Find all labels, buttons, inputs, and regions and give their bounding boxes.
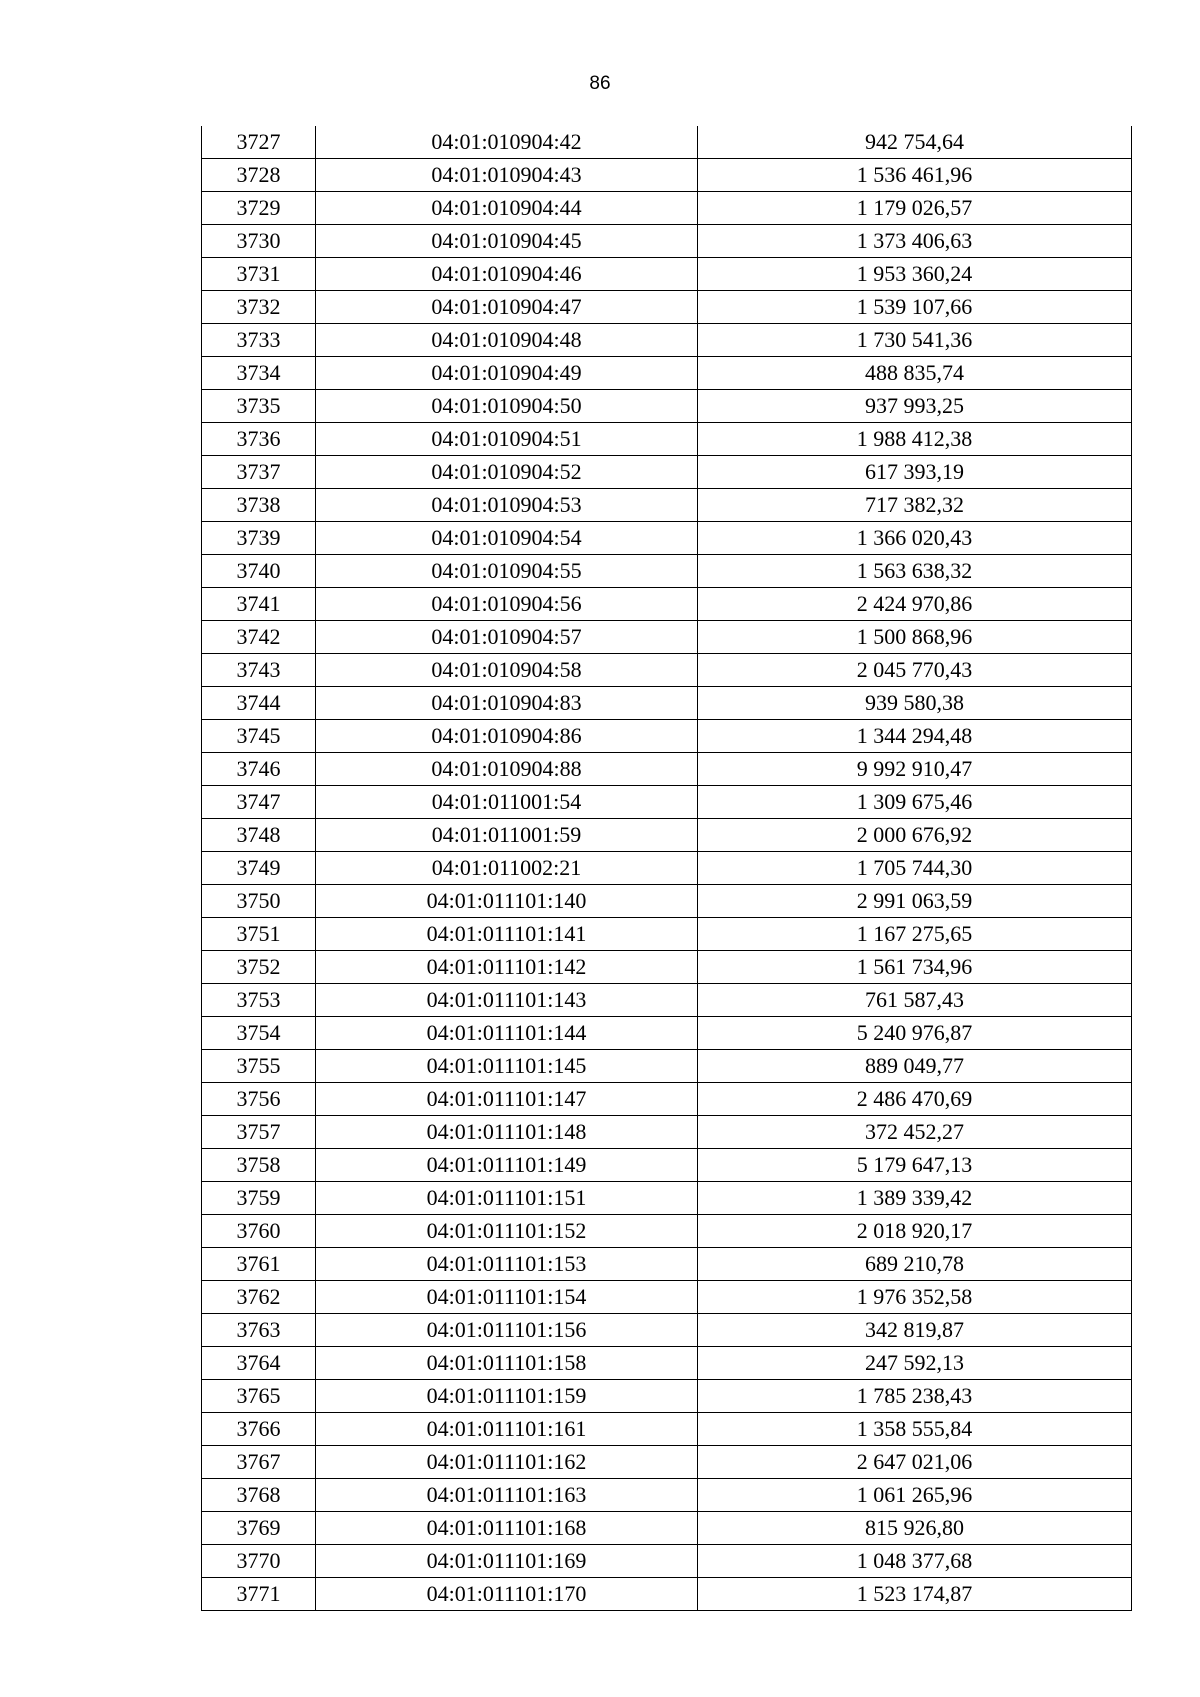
row-number-cell: 3743 xyxy=(202,654,316,687)
row-number-cell: 3734 xyxy=(202,357,316,390)
cadastral-number-cell: 04:01:011002:21 xyxy=(316,852,698,885)
cadastral-value-cell: 2 018 920,17 xyxy=(698,1215,1132,1248)
table-row xyxy=(202,852,1132,885)
cadastral-value-cell: 1 953 360,24 xyxy=(698,258,1132,291)
cadastral-value-cell: 1 389 339,42 xyxy=(698,1182,1132,1215)
cadastral-value-cell: 2 991 063,59 xyxy=(698,885,1132,918)
cadastral-value-cell: 689 210,78 xyxy=(698,1248,1132,1281)
table-row xyxy=(202,1182,1132,1215)
row-number-cell: 3744 xyxy=(202,687,316,720)
table-row xyxy=(202,357,1132,390)
cadastral-number-cell: 04:01:011001:59 xyxy=(316,819,698,852)
cadastral-value-cell: 1 976 352,58 xyxy=(698,1281,1132,1314)
cadastral-number-cell: 04:01:010904:55 xyxy=(316,555,698,588)
cadastral-value-cell: 247 592,13 xyxy=(698,1347,1132,1380)
cadastral-value-cell: 1 730 541,36 xyxy=(698,324,1132,357)
table-row xyxy=(202,456,1132,489)
cadastral-number-cell: 04:01:011101:151 xyxy=(316,1182,698,1215)
cadastral-number-cell: 04:01:010904:53 xyxy=(316,489,698,522)
row-number-cell: 3748 xyxy=(202,819,316,852)
table-row xyxy=(202,1380,1132,1413)
row-number-cell: 3767 xyxy=(202,1446,316,1479)
cadastral-value-cell: 939 580,38 xyxy=(698,687,1132,720)
cadastral-number-cell: 04:01:010904:57 xyxy=(316,621,698,654)
table-row xyxy=(202,1215,1132,1248)
cadastral-number-cell: 04:01:010904:83 xyxy=(316,687,698,720)
cadastral-value-cell: 1 785 238,43 xyxy=(698,1380,1132,1413)
cadastral-number-cell: 04:01:011101:162 xyxy=(316,1446,698,1479)
row-number-cell: 3729 xyxy=(202,192,316,225)
cadastral-value-cell: 1 366 020,43 xyxy=(698,522,1132,555)
row-number-cell: 3751 xyxy=(202,918,316,951)
cadastral-value-cell: 2 000 676,92 xyxy=(698,819,1132,852)
row-number-cell: 3747 xyxy=(202,786,316,819)
table-row xyxy=(202,1017,1132,1050)
cadastral-value-cell: 5 240 976,87 xyxy=(698,1017,1132,1050)
cadastral-value-cell: 2 647 021,06 xyxy=(698,1446,1132,1479)
row-number-cell: 3739 xyxy=(202,522,316,555)
table-row xyxy=(202,192,1132,225)
table-row xyxy=(202,291,1132,324)
cadastral-value-cell: 2 045 770,43 xyxy=(698,654,1132,687)
cadastral-value-cell: 815 926,80 xyxy=(698,1512,1132,1545)
row-number-cell: 3766 xyxy=(202,1413,316,1446)
row-number-cell: 3758 xyxy=(202,1149,316,1182)
cadastral-number-cell: 04:01:010904:50 xyxy=(316,390,698,423)
row-number-cell: 3749 xyxy=(202,852,316,885)
cadastral-value-cell: 1 309 675,46 xyxy=(698,786,1132,819)
cadastral-value-cell: 1 179 026,57 xyxy=(698,192,1132,225)
cadastral-value-cell: 1 536 461,96 xyxy=(698,159,1132,192)
row-number-cell: 3768 xyxy=(202,1479,316,1512)
table-row xyxy=(202,1413,1132,1446)
table-row xyxy=(202,786,1132,819)
cadastral-number-cell: 04:01:011101:152 xyxy=(316,1215,698,1248)
row-number-cell: 3757 xyxy=(202,1116,316,1149)
cadastral-number-cell: 04:01:011101:168 xyxy=(316,1512,698,1545)
row-number-cell: 3732 xyxy=(202,291,316,324)
row-number-cell: 3728 xyxy=(202,159,316,192)
cadastral-value-cell: 1 061 265,96 xyxy=(698,1479,1132,1512)
table-row xyxy=(202,1050,1132,1083)
table-row xyxy=(202,1281,1132,1314)
cadastral-value-cell: 1 358 555,84 xyxy=(698,1413,1132,1446)
table-row xyxy=(202,159,1132,192)
row-number-cell: 3750 xyxy=(202,885,316,918)
cadastral-value-cell: 2 424 970,86 xyxy=(698,588,1132,621)
table-row xyxy=(202,753,1132,786)
table-row xyxy=(202,588,1132,621)
cadastral-number-cell: 04:01:010904:45 xyxy=(316,225,698,258)
cadastral-value-table-container xyxy=(201,126,1131,1611)
cadastral-value-cell: 5 179 647,13 xyxy=(698,1149,1132,1182)
table-row xyxy=(202,390,1132,423)
row-number-cell: 3761 xyxy=(202,1248,316,1281)
cadastral-number-cell: 04:01:011101:142 xyxy=(316,951,698,984)
cadastral-number-cell: 04:01:011101:143 xyxy=(316,984,698,1017)
table-row xyxy=(202,1248,1132,1281)
row-number-cell: 3770 xyxy=(202,1545,316,1578)
cadastral-value-cell: 1 373 406,63 xyxy=(698,225,1132,258)
row-number-cell: 3755 xyxy=(202,1050,316,1083)
row-number-cell: 3769 xyxy=(202,1512,316,1545)
row-number-cell: 3753 xyxy=(202,984,316,1017)
row-number-cell: 3738 xyxy=(202,489,316,522)
cadastral-number-cell: 04:01:011101:161 xyxy=(316,1413,698,1446)
cadastral-value-cell: 889 049,77 xyxy=(698,1050,1132,1083)
table-row xyxy=(202,1512,1132,1545)
table-row xyxy=(202,918,1132,951)
cadastral-value-cell: 372 452,27 xyxy=(698,1116,1132,1149)
cadastral-value-cell: 1 523 174,87 xyxy=(698,1578,1132,1611)
cadastral-value-cell: 1 561 734,96 xyxy=(698,951,1132,984)
row-number-cell: 3771 xyxy=(202,1578,316,1611)
cadastral-value-cell: 1 167 275,65 xyxy=(698,918,1132,951)
cadastral-number-cell: 04:01:010904:49 xyxy=(316,357,698,390)
cadastral-value-cell: 2 486 470,69 xyxy=(698,1083,1132,1116)
table-row xyxy=(202,1083,1132,1116)
table-body xyxy=(202,126,1132,1611)
row-number-cell: 3764 xyxy=(202,1347,316,1380)
table-row xyxy=(202,1446,1132,1479)
cadastral-number-cell: 04:01:011101:145 xyxy=(316,1050,698,1083)
page-number: 86 xyxy=(589,73,611,94)
table-row xyxy=(202,654,1132,687)
cadastral-number-cell: 04:01:011101:158 xyxy=(316,1347,698,1380)
row-number-cell: 3754 xyxy=(202,1017,316,1050)
cadastral-value-cell: 342 819,87 xyxy=(698,1314,1132,1347)
cadastral-value-cell: 1 705 744,30 xyxy=(698,852,1132,885)
table-row xyxy=(202,1578,1132,1611)
cadastral-value-cell: 942 754,64 xyxy=(698,126,1132,159)
cadastral-value-cell: 1 563 638,32 xyxy=(698,555,1132,588)
row-number-cell: 3730 xyxy=(202,225,316,258)
cadastral-number-cell: 04:01:010904:46 xyxy=(316,258,698,291)
row-number-cell: 3731 xyxy=(202,258,316,291)
row-number-cell: 3763 xyxy=(202,1314,316,1347)
table-row xyxy=(202,1545,1132,1578)
row-number-cell: 3737 xyxy=(202,456,316,489)
row-number-cell: 3759 xyxy=(202,1182,316,1215)
row-number-cell: 3740 xyxy=(202,555,316,588)
cadastral-number-cell: 04:01:011101:144 xyxy=(316,1017,698,1050)
cadastral-number-cell: 04:01:011101:153 xyxy=(316,1248,698,1281)
table-row xyxy=(202,819,1132,852)
table-row xyxy=(202,687,1132,720)
table-row xyxy=(202,984,1132,1017)
cadastral-number-cell: 04:01:010904:58 xyxy=(316,654,698,687)
table-row xyxy=(202,951,1132,984)
table-row xyxy=(202,1116,1132,1149)
cadastral-value-cell: 488 835,74 xyxy=(698,357,1132,390)
row-number-cell: 3745 xyxy=(202,720,316,753)
cadastral-number-cell: 04:01:011101:159 xyxy=(316,1380,698,1413)
cadastral-number-cell: 04:01:011001:54 xyxy=(316,786,698,819)
cadastral-number-cell: 04:01:011101:141 xyxy=(316,918,698,951)
row-number-cell: 3752 xyxy=(202,951,316,984)
row-number-cell: 3736 xyxy=(202,423,316,456)
table-row xyxy=(202,555,1132,588)
cadastral-value-cell: 617 393,19 xyxy=(698,456,1132,489)
cadastral-number-cell: 04:01:011101:149 xyxy=(316,1149,698,1182)
cadastral-value-cell: 937 993,25 xyxy=(698,390,1132,423)
row-number-cell: 3742 xyxy=(202,621,316,654)
cadastral-number-cell: 04:01:010904:56 xyxy=(316,588,698,621)
row-number-cell: 3765 xyxy=(202,1380,316,1413)
cadastral-number-cell: 04:01:011101:147 xyxy=(316,1083,698,1116)
cadastral-number-cell: 04:01:011101:169 xyxy=(316,1545,698,1578)
cadastral-value-cell: 1 500 868,96 xyxy=(698,621,1132,654)
cadastral-number-cell: 04:01:010904:88 xyxy=(316,753,698,786)
cadastral-number-cell: 04:01:011101:156 xyxy=(316,1314,698,1347)
cadastral-value-cell: 717 382,32 xyxy=(698,489,1132,522)
cadastral-number-cell: 04:01:010904:86 xyxy=(316,720,698,753)
table-row xyxy=(202,621,1132,654)
table-row xyxy=(202,258,1132,291)
cadastral-number-cell: 04:01:010904:54 xyxy=(316,522,698,555)
table-row xyxy=(202,1314,1132,1347)
cadastral-number-cell: 04:01:010904:42 xyxy=(316,126,698,159)
row-number-cell: 3762 xyxy=(202,1281,316,1314)
cadastral-value-cell: 1 988 412,38 xyxy=(698,423,1132,456)
cadastral-value-cell: 9 992 910,47 xyxy=(698,753,1132,786)
cadastral-number-cell: 04:01:010904:48 xyxy=(316,324,698,357)
table-row xyxy=(202,1479,1132,1512)
table-row xyxy=(202,225,1132,258)
cadastral-number-cell: 04:01:010904:51 xyxy=(316,423,698,456)
cadastral-number-cell: 04:01:011101:154 xyxy=(316,1281,698,1314)
cadastral-value-cell: 761 587,43 xyxy=(698,984,1132,1017)
cadastral-number-cell: 04:01:010904:52 xyxy=(316,456,698,489)
table-row xyxy=(202,1347,1132,1380)
cadastral-number-cell: 04:01:011101:163 xyxy=(316,1479,698,1512)
cadastral-number-cell: 04:01:010904:44 xyxy=(316,192,698,225)
cadastral-value-cell: 1 048 377,68 xyxy=(698,1545,1132,1578)
row-number-cell: 3727 xyxy=(202,126,316,159)
table-row xyxy=(202,885,1132,918)
table-row xyxy=(202,1149,1132,1182)
table-row xyxy=(202,324,1132,357)
table-row xyxy=(202,522,1132,555)
table-row xyxy=(202,423,1132,456)
cadastral-value-cell: 1 344 294,48 xyxy=(698,720,1132,753)
cadastral-value-table xyxy=(201,126,1132,1611)
row-number-cell: 3756 xyxy=(202,1083,316,1116)
row-number-cell: 3741 xyxy=(202,588,316,621)
cadastral-number-cell: 04:01:010904:43 xyxy=(316,159,698,192)
cadastral-number-cell: 04:01:011101:140 xyxy=(316,885,698,918)
cadastral-value-cell: 1 539 107,66 xyxy=(698,291,1132,324)
row-number-cell: 3733 xyxy=(202,324,316,357)
table-row xyxy=(202,720,1132,753)
row-number-cell: 3746 xyxy=(202,753,316,786)
cadastral-number-cell: 04:01:010904:47 xyxy=(316,291,698,324)
table-row xyxy=(202,489,1132,522)
row-number-cell: 3760 xyxy=(202,1215,316,1248)
cadastral-number-cell: 04:01:011101:148 xyxy=(316,1116,698,1149)
cadastral-number-cell: 04:01:011101:170 xyxy=(316,1578,698,1611)
table-row xyxy=(202,126,1132,159)
row-number-cell: 3735 xyxy=(202,390,316,423)
